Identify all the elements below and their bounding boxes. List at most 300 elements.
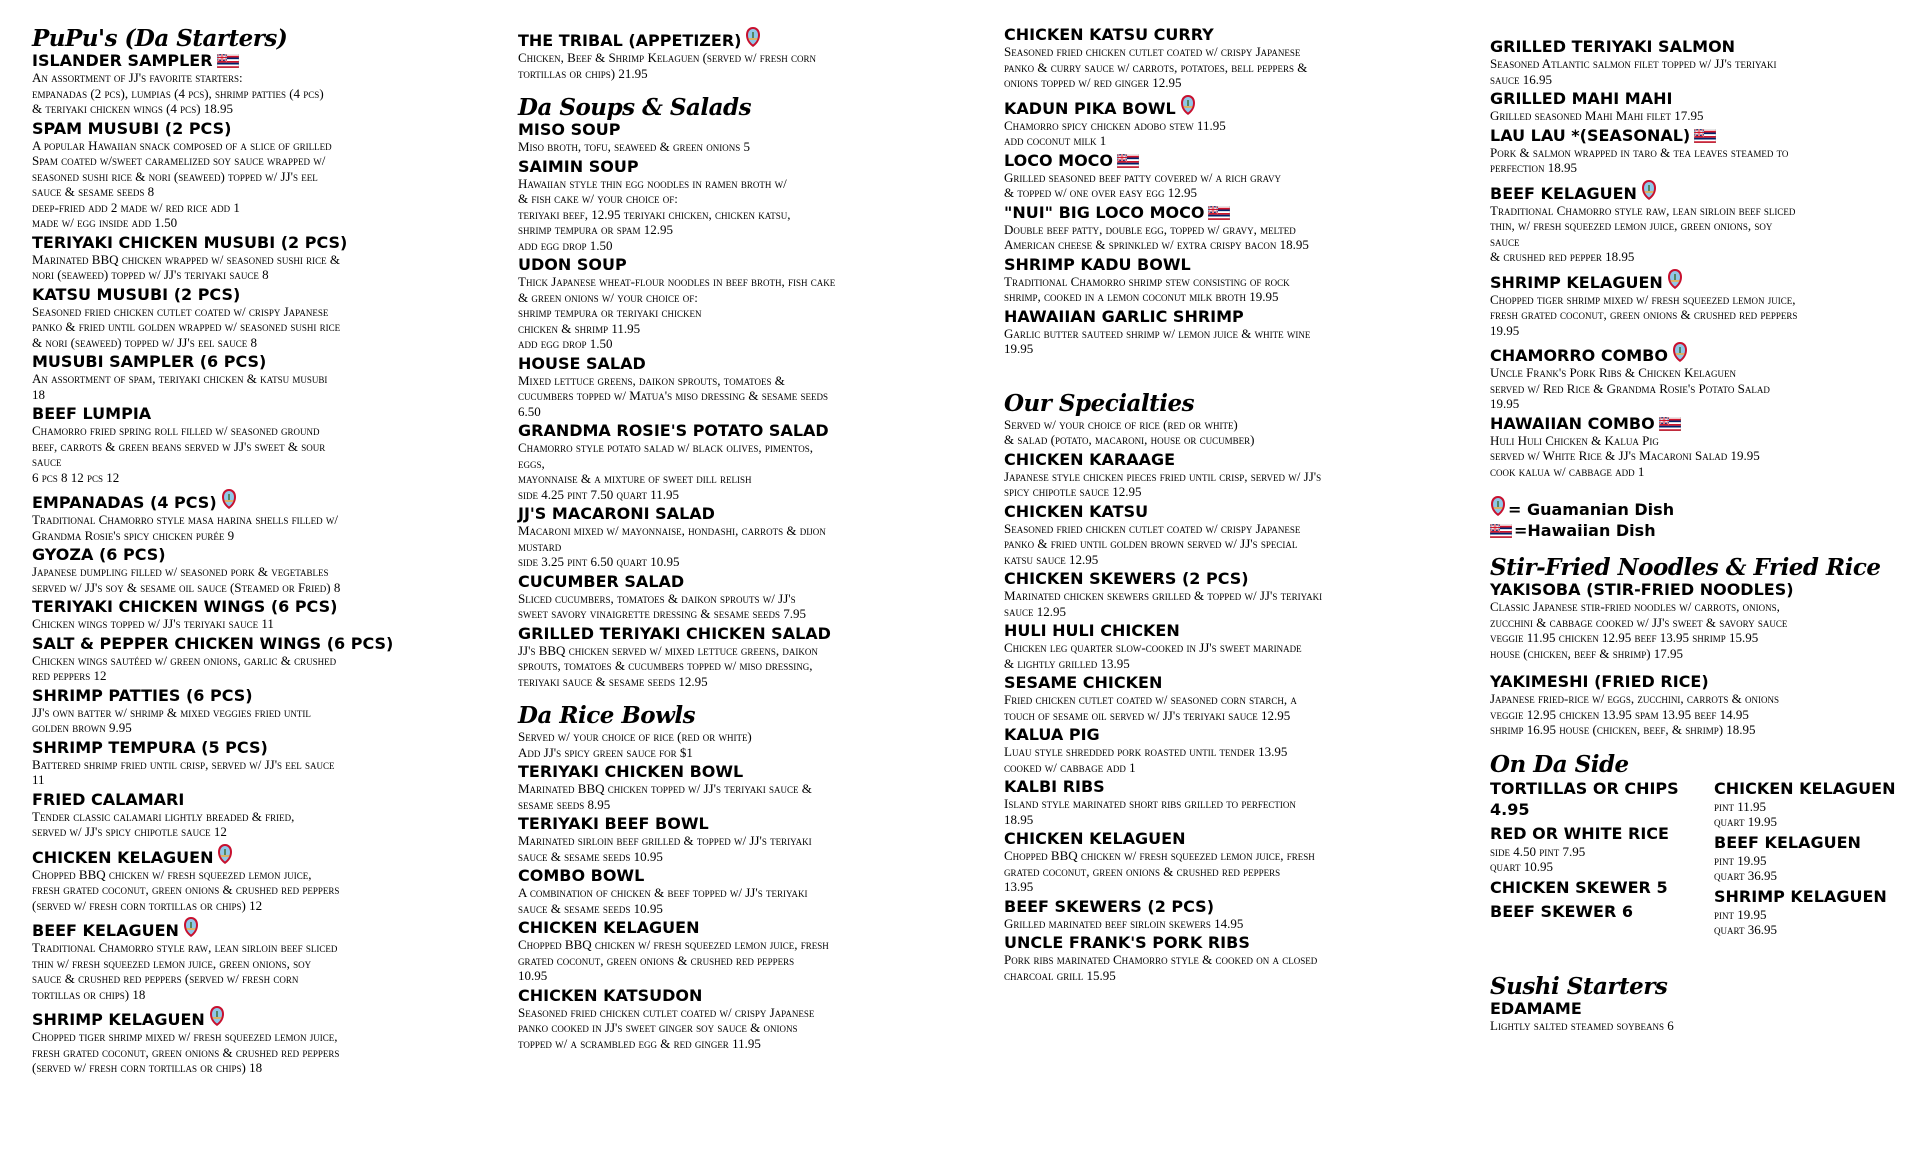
menu-item [518,867,963,916]
description-line: Chopped tiger shrimp mixed w/ fresh squeezed lemon juice, [32,1029,338,1044]
guam-flag-icon [1672,341,1688,363]
menu-item-description [1490,599,1910,661]
description-line: sauce 12.95 [1004,603,1067,619]
menu-item-description [32,1029,477,1076]
menu-item-name [1004,898,1449,916]
side-dish-name: BEEF KELAGUEN [1714,832,1861,852]
menu-item-name-text: HAWAIIAN COMBO [1490,413,1655,433]
menu-item-description [1004,916,1449,932]
description-line: seasoned sushi rice & nori (seaweed) topped w/ JJ's eel [32,168,318,184]
menu-item-description [32,138,477,231]
description-line: beef, carrots & green beans served w JJ's sweet & sour [32,438,326,454]
description-line: 11 [32,772,45,787]
menu-item-description [518,833,963,864]
description-line: Miso broth, tofu, seaweed & green onions 5 [518,139,751,154]
menu-item-name-text: MUSUBI SAMPLER (6 PCS) [32,352,267,371]
menu-item-name [518,505,963,523]
description-line: sauce & crushed red peppers (served w/ fresh corn [32,971,299,986]
menu-item-description [1490,365,1910,412]
description-line: Battered shrimp fried until crisp, served w/ JJ's eel sauce [32,756,335,772]
menu-item-name-text: SHRIMP KELAGUEN [1490,272,1663,292]
description-line: cucumbers topped w/ Matua's miso dressing & sesame seeds [518,388,829,403]
menu-item-description [1004,170,1449,201]
description-line: Double beef patty, double egg, topped w/ gravy, melted [1004,221,1296,237]
description-line: add egg drop 1.50 [518,336,613,351]
description-line: tortillas or chips) 18 [32,986,146,1002]
description-line: 19.95 [1490,396,1520,411]
section-heading-stir-fried-noodles-fried-rice: Stir-Fried Noodles & Fried Rice [1490,554,1881,581]
menu-item-name-text: SPAM MUSUBI (2 PCS) [32,118,232,138]
description-line: & nori (seaweed) topped w/ JJ's eel sauce 8 [32,334,257,350]
menu-item-name-text: CHICKEN KELAGUEN [32,847,214,867]
description-line: 6.50 [518,403,541,419]
description-line: Huli Huli Chicken & Kalua Pig [1490,432,1659,448]
menu-item-name [518,26,963,50]
section-note [1004,417,1449,448]
description-line: Chicken leg quarter slow-cooked in JJ's sweet marinade [1004,640,1302,655]
description-line: teriyaki sauce & sesame seeds 12.95 [518,673,708,689]
menu-item-name [32,916,477,940]
menu-item-name-text: CHICKEN KELAGUEN [1004,829,1186,848]
menu-item-name-text: YAKIMESHI (FRIED RICE) [1490,672,1709,691]
menu-item-description [1490,203,1910,265]
description-line: 10.95 [518,968,548,983]
menu-item [1004,778,1449,827]
description-line: Chopped BBQ chicken w/ fresh squeezed lemon juice, [32,866,312,882]
description-line: Seasoned fried chicken cutlet coated w/ crispy Japanese [518,1004,815,1020]
menu-item-name-text: TERIYAKI BEEF BOWL [518,814,709,833]
menu-item-name-text: KALUA PIG [1004,725,1100,744]
description-line: Mixed lettuce greens, daikon sprouts, tomatoes & [518,372,785,388]
side-dish-price-line: quart 36.95 [1714,921,1777,937]
menu-item-name [1004,94,1449,118]
description-line: shrimp tempura or teriyaki chicken [518,305,702,320]
description-line: Garlic butter sauteed shrimp w/ lemon juice & white wine [1004,325,1311,341]
description-line: American cheese & sprinkled w/ extra crispy bacon 18.95 [1004,237,1309,252]
section-heading-pupu-s-da-starters: PuPu's (Da Starters) [32,25,288,52]
menu-item-description [518,50,963,81]
menu-item-name [518,256,963,274]
menu-item [32,635,477,684]
legend-label: = Guamanian Dish [1508,500,1675,519]
guam-flag-icon [745,26,761,48]
description-line: Chopped BBQ chicken w/ fresh squeezed lemon juice, fresh [1004,848,1315,863]
menu-item-name [1004,830,1449,848]
hawaii-flag-icon [1490,524,1512,538]
side-dish-price-line: quart 10.95 [1490,858,1553,874]
description-line: Tender classic calamari lightly breaded & fried, [32,808,295,824]
description-line: sweet savory vinaigrette dressing & sesame seeds 7.95 [518,606,806,621]
menu-item-description [518,139,963,155]
menu-item [1004,503,1449,568]
description-line: Luau style shredded pork roasted until tender 13.95 [1004,744,1288,759]
description-line: Chamorro spicy chicken adobo stew 11.95 [1004,117,1226,133]
note-line: Add JJ's spicy green sauce for $1 [518,744,693,760]
menu-item [1490,673,1910,738]
menu-item [1004,256,1449,305]
description-line: & teriyaki chicken wings (4 pcs) 18.95 [32,101,234,116]
menu-item-name [1004,726,1449,744]
section-heading-da-soups-salads: Da Soups & Salads [518,94,752,121]
menu-item-name [1490,415,1910,433]
description-line: Traditional Chamorro style raw, lean sirloin beef sliced [32,940,338,955]
legend-row-guam [1490,495,1910,520]
menu-item-name-text: BEEF KELAGUEN [32,921,179,940]
hawaii-flag-icon [1694,129,1716,143]
menu-item-name [32,353,477,371]
menu-item-description [1490,56,1910,87]
menu-item-description [1004,118,1449,149]
menu-item-description [1004,44,1449,91]
menu-item-name [518,355,963,373]
note-line: Served w/ your choice of rice (red or white) [518,729,752,744]
menu-item-name [32,120,477,138]
menu-item-name-text: TERIYAKI CHICKEN WINGS (6 PCS) [32,597,338,616]
description-line: mustard [518,538,562,554]
menu-item-name-text: TERIYAKI CHICKEN MUSUBI (2 PCS) [32,232,348,252]
menu-item-name-text: BEEF SKEWERS (2 PCS) [1004,896,1215,916]
description-line: JJ's own batter w/ shrimp & mixed veggies fried until [32,704,311,720]
menu-item-name-text: CHICKEN SKEWERS (2 PCS) [1004,569,1249,588]
flag-legend [1490,495,1910,541]
menu-item [518,763,963,812]
menu-item-name [32,635,477,653]
menu-item [1490,90,1910,124]
description-line: panko & fried until golden brown served w/ JJ's special [1004,536,1298,551]
description-line: tortillas or chips) 21.95 [518,65,648,81]
description-line: charcoal grill 15.95 [1004,967,1116,983]
menu-item [32,234,477,283]
description-line: fresh grated coconut, green onions & crushed red peppers [32,1044,340,1060]
description-line: (served w/ fresh corn tortillas or chips) 18 [32,1060,263,1075]
menu-item-description [32,70,477,117]
menu-item-name [32,234,477,252]
menu-item-name-text: THE TRIBAL (APPETIZER) [518,31,742,50]
description-line: veggie 12.95 chicken 13.95 spam 13.95 beef 14.95 [1490,706,1749,722]
menu-item-name [1004,570,1449,588]
description-line: served w/ Red Rice & Grandma Rosie's Potato Salad [1490,380,1770,396]
menu-item-name [32,739,477,757]
menu-item-description [518,523,963,570]
description-line: Chopped tiger shrimp mixed w/ fresh squeezed lemon juice, [1490,291,1796,307]
menu-item-name [32,598,477,616]
menu-item-description [1004,692,1449,723]
side-dish [1714,886,1910,937]
description-line: perfection 18.95 [1490,160,1578,175]
description-line: served w/ White Rice & JJ's Macaroni Salad 19.95 [1490,448,1760,463]
menu-item-name [1490,268,1910,292]
menu-item [32,739,477,788]
side-dish-price-line: pint 19.95 [1714,852,1767,868]
description-line: sauce [32,454,62,469]
menu-item-name [518,987,963,1005]
menu-item-description [32,809,477,840]
menu-item [32,916,477,1002]
menu-item-description [32,423,477,485]
menu-column-3 [1004,26,1449,986]
menu-item-name-text: BEEF KELAGUEN [1490,183,1637,203]
menu-item-name [1490,38,1910,56]
description-line: 6 pcs 8 12 pcs 12 [32,469,120,485]
menu-item-description [1004,848,1449,895]
guam-flag-icon [1641,179,1657,201]
description-line: Classic Japanese stir-fried noodles w/ carrots, onions, [1490,599,1780,614]
menu-item [518,573,963,622]
description-line: sauce 16.95 [1490,71,1553,87]
description-line: Seasoned fried chicken cutlet coated w/ crispy Japanese [32,303,329,319]
menu-item [1004,94,1449,149]
menu-item-name-text: GRILLED TERIYAKI CHICKEN SALAD [518,623,831,643]
menu-item [1004,726,1449,775]
description-line: red peppers 12 [32,668,107,683]
menu-item-description [518,1005,963,1052]
description-line: mayonnaise & a mixture of sweet dill relish [518,471,752,486]
description-line: & fish cake w/ your choice of: [518,191,678,206]
menu-item-name [518,815,963,833]
description-line: sauce & sesame seeds 10.95 [518,900,663,916]
menu-item-description [32,512,477,543]
side-dish-price-line: pint 11.95 [1714,798,1767,814]
description-line: Japanese dumpling filled w/ seasoned pork & vegetables [32,564,329,579]
side-dish-name: SHRIMP KELAGUEN [1714,886,1887,906]
menu-item [1490,341,1910,412]
side-dish-price-line: side 4.50 pint 7.95 [1490,843,1586,859]
menu-item-name [518,763,963,781]
menu-item-name [1004,778,1449,796]
note-line: Served w/ your choice of rice (red or white) [1004,416,1238,432]
menu-item-name [32,687,477,705]
menu-item [32,546,477,595]
menu-item-description [1004,588,1449,619]
menu-item-name [1004,256,1449,274]
description-line: touch of sesame oil served w/ JJ's teriyaki sauce 12.95 [1004,707,1291,723]
guam-flag-icon [217,843,233,865]
description-line: spicy chipotle sauce 12.95 [1004,484,1142,499]
menu-item-description [32,867,477,914]
description-line: Chicken wings sautéed w/ green onions, garlic & crushed [32,652,337,668]
section-note [518,729,963,760]
menu-item-name-text: CHICKEN KATSUDON [518,985,703,1005]
description-line: add coconut milk 1 [1004,133,1107,148]
hawaii-flag-icon [1208,206,1230,220]
menu-item-description [1490,691,1910,738]
description-line: side 4.25 pint 7.50 quart 11.95 [518,486,679,502]
description-line: topped w/ a scrambled egg & red ginger 11.95 [518,1035,761,1051]
menu-item [32,843,477,914]
description-line: veggie 11.95 chicken 12.95 beef 13.95 shrimp 15.95 [1490,630,1759,645]
description-line: Pork & salmon wrapped in taro & tea leaves steamed to [1490,144,1789,160]
menu-item [518,815,963,864]
menu-item-name [1490,127,1910,145]
menu-item-description [32,653,477,684]
description-line: Spam coated w/sweet caramelized soy sauce wrapped w/ [32,153,326,168]
description-line: sauce & sesame seeds 10.95 [518,848,663,864]
menu-item-name-text: CHAMORRO COMBO [1490,346,1668,365]
description-line: Traditional Chamorro shrimp stew consisting of rock [1004,273,1290,289]
description-line: onions topped w/ red ginger 12.95 [1004,75,1182,90]
menu-column-4 [1490,26,1910,1036]
menu-item [518,987,963,1052]
hawaii-flag-icon [217,54,239,68]
menu-item-name-text: CUCUMBER SALAD [518,571,685,591]
description-line: Grilled marinated beef sirloin skewers 14.95 [1004,915,1244,931]
menu-item-name-text: TERIYAKI CHICKEN BOWL [518,762,744,781]
menu-item-name-text: CHICKEN KATSU CURRY [1004,25,1214,44]
description-line: JJ's BBQ chicken served w/ mixed lettuce greens, daikon [518,642,818,658]
menu-item-name-text: CHICKEN KELAGUEN [518,918,700,937]
menu-item-description [1490,433,1910,480]
description-line: shrimp tempura or spam 12.95 [518,222,673,237]
legend-row-hawaii [1490,520,1910,541]
menu-item [1490,581,1910,661]
menu-item-description [32,371,477,402]
description-line: chicken & shrimp 11.95 [518,320,641,336]
menu-item [518,355,963,420]
description-line: served w/ JJ's soy & sesame oil sauce (Steamed or Fried) 8 [32,579,341,595]
description-line: 19.95 [1004,341,1034,356]
menu-item-description [1004,469,1449,500]
description-line: katsu sauce 12.95 [1004,551,1099,567]
description-line: cooked w/ cabbage add 1 [1004,759,1136,775]
side-dish [1714,832,1910,883]
menu-item-name-text: CHICKEN KATSU [1004,501,1149,521]
menu-item-name [1004,674,1449,692]
menu-item-description [1004,640,1449,671]
menu-item-description [1004,744,1449,775]
side-dish-price-line: pint 19.95 [1714,906,1767,922]
menu-item-description [518,937,963,984]
menu-item-description [1004,521,1449,568]
menu-item-description [32,757,477,788]
menu-item-name [518,422,963,440]
menu-item-name [1004,308,1449,326]
description-line: 19.95 [1490,322,1520,338]
side-dish-name: RED OR WHITE RICE [1490,823,1669,843]
menu-item [1490,38,1910,87]
menu-item-name [1004,934,1449,952]
menu-item-name [518,158,963,176]
menu-item-name-text: HULI HULI CHICKEN [1004,621,1180,640]
guam-flag-icon [1180,94,1196,116]
description-line: Seasoned Atlantic salmon filet topped w/ JJ's teriyaki [1490,56,1777,71]
menu-item-description [1490,145,1910,176]
description-line: panko & fried until golden wrapped w/ seasoned sushi rice [32,319,341,334]
description-line: made w/ egg inside add 1.50 [32,215,178,230]
description-line: grated coconut, green onions & crushed red peppers [1004,863,1281,879]
menu-item-name-text: SHRIMP PATTIES (6 PCS) [32,685,253,705]
menu-item-name [1490,1000,1910,1018]
description-line: fresh grated coconut, green onions & crushed red peppers [1490,307,1798,322]
description-line: served w/ JJ's spicy chipotle sauce 12 [32,824,227,839]
side-dish [1490,877,1686,898]
menu-item-name [1004,451,1449,469]
menu-item-name [1490,179,1910,203]
hawaii-flag-icon [1659,417,1681,431]
side-dishes-left [1490,778,1686,940]
menu-item-name [32,843,477,867]
description-line: shrimp 16.95 house (chicken, beef, & shrimp) 18.95 [1490,722,1756,737]
menu-item-name-text: EMPANADAS (4 PCS) [32,493,217,512]
description-line: shrimp, cooked in a lemon coconut milk broth 19.95 [1004,289,1279,304]
menu-item-description [1004,222,1449,253]
menu-item-description [32,616,477,632]
description-line: Japanese fried-rice w/ eggs, zucchini, carrots & onions [1490,691,1780,706]
menu-item [518,26,963,81]
menu-item-name-text: SAIMIN SOUP [518,156,639,176]
description-line: 18 [32,386,45,402]
menu-item-name [1004,204,1449,222]
menu-item [518,625,963,690]
description-line: & green onions w/ your choice of: [518,289,698,305]
description-line: thin, w/ fresh squeezed lemon juice, green onions, soy [1490,218,1773,233]
menu-item-name-text: LAU LAU *(SEASONAL) [1490,125,1691,145]
guam-flag-icon [209,1005,225,1027]
menu-item-description [1004,952,1449,983]
side-dish-price-line: quart 36.95 [1714,867,1777,883]
description-line: eggs, [518,455,545,471]
description-line: Grandma Rosie's spicy chicken purée 9 [32,527,235,543]
menu-item-name [32,405,477,423]
hawaii-flag-icon [1117,154,1139,168]
menu-item-name [1004,26,1449,44]
description-line: empanadas (2 pcs), lumpias (4 pcs), shrimp patties (4 pcs) [32,85,324,101]
side-dish-name: CHICKEN SKEWER 5 [1490,877,1668,897]
menu-item-name [32,488,477,512]
description-line: side 3.25 pint 6.50 quart 10.95 [518,554,680,569]
menu-item-description [518,440,963,502]
menu-item-name-text: FRIED CALAMARI [32,789,185,809]
description-line: Marinated sirloin beef grilled & topped w/ JJ's teriyaki [518,833,812,848]
description-line: Island style marinated short ribs grilled to perfection [1004,796,1296,811]
description-line: Marinated chicken skewers grilled & topped w/ JJ's teriyaki [1004,588,1323,603]
description-line: Chicken wings topped w/ JJ's teriyaki sauce 11 [32,616,274,631]
description-line: add egg drop 1.50 [518,237,613,253]
menu-item-name-text: SHRIMP KADU BOWL [1004,254,1191,274]
menu-item [1490,415,1910,480]
description-line: Chamorro style potato salad w/ black olives, pimentos, [518,440,813,455]
menu-item-name [32,1005,477,1029]
description-line: Seasoned fried chicken cutlet coated w/ crispy Japanese [1004,520,1301,536]
description-line: Chicken, Beef & Shrimp Kelaguen (served w/ fresh corn [518,50,817,65]
description-line: Chamorro fried spring roll filled w/ seasoned ground [32,423,320,438]
menu-item-description [1004,326,1449,357]
menu-item [32,598,477,632]
description-line: grated coconut, green onions & crushed red peppers [518,952,795,968]
menu-item-description [32,304,477,351]
guam-flag-icon [221,488,237,510]
menu-item-name [518,573,963,591]
menu-item-name [32,286,477,304]
menu-item-name-text: YAKISOBA (STIR-FRIED NOODLES) [1490,580,1794,599]
menu-item-description [32,252,477,283]
note-line: & salad (potato, macaroni, house or cucumber) [1004,432,1255,447]
menu-item-name-text: UNCLE FRANK'S PORK RIBS [1004,933,1250,952]
description-line: zucchini & cabbage cooked w/ JJ's sweet & savory sauce [1490,614,1788,630]
menu-item-description [32,940,477,1002]
menu-item-name [518,867,963,885]
menu-item [1004,26,1449,91]
menu-item [32,791,477,840]
description-line: Grilled seasoned beef patty covered w/ a rich gravy [1004,169,1282,185]
description-line: A popular Hawaiian snack composed of a slice of grilled [32,137,332,153]
menu-item [32,1005,477,1076]
menu-column-1 [32,26,477,1079]
description-line: Fried chicken cutlet coated w/ seasoned corn starch, a [1004,692,1297,707]
description-line: & topped w/ one over easy egg 12.95 [1004,185,1198,200]
description-line: house (chicken, beef & shrimp) 17.95 [1490,645,1684,661]
description-line: An assortment of JJ's favorite starters: [32,70,243,85]
menu-item [32,488,477,543]
